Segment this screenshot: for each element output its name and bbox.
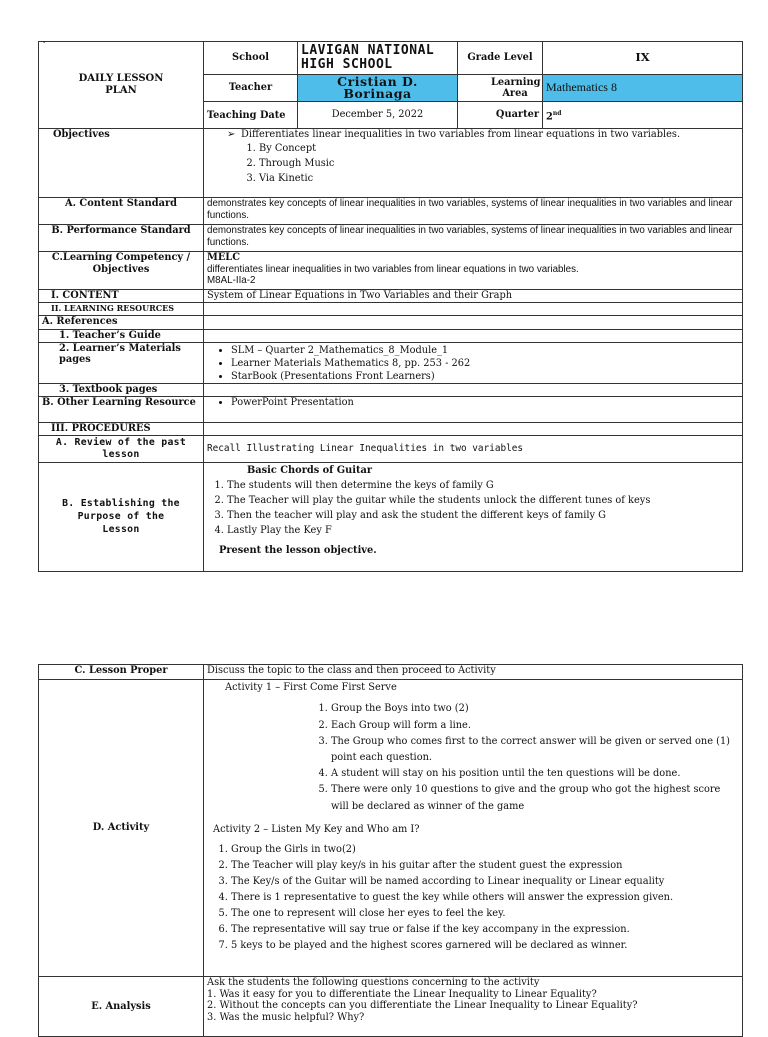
list-item: 5. There were only 10 questions to give and the group who got the highest score will be declared as winner of the game [331, 782, 739, 814]
list-item: 1. The students will then determine the keys of family G [227, 478, 739, 493]
lesson-proper-text: Discuss the topic to the class and then proceed to Activity [204, 665, 743, 680]
quarter-value: 2nd [543, 102, 743, 129]
activity2-title: Activity 2 – Listen My Key and Who am I? [213, 823, 420, 835]
list-item: • PowerPoint Presentation [231, 397, 739, 409]
empty-cell [204, 315, 743, 329]
list-item: 4. A student will stay on his position until the ten questions will be done. [331, 766, 739, 782]
purpose-list [207, 478, 739, 538]
list-item: 3. The Key/s of the Guitar will be named according to Linear inequality or Linear equality [231, 874, 739, 890]
competency-content [204, 252, 743, 290]
activity1-list [207, 701, 739, 814]
content-standard-text: demonstrates key concepts of linear inequalities in two variables, systems of linear inequalities in two variables and linear functions. [204, 198, 743, 225]
empty-cell [204, 329, 743, 342]
list-item: 2. The Teacher will play key/s in his guitar after the student guest the expression [231, 858, 739, 874]
performance-standard-label: B. Performance Standard [39, 225, 204, 252]
list-item: 1. By Concept [259, 141, 739, 156]
list-item: 3. Via Kinetic [259, 171, 739, 186]
analysis-intro: Ask the students the following questions concerning to the activity [207, 977, 540, 988]
lesson-proper-label: C. Lesson Proper [39, 665, 204, 680]
grade-level-value: IX [543, 42, 743, 75]
teaching-date-value: December 5, 2022 [298, 102, 458, 129]
list-item: 6. The representative will say true or false if the key accompany in the expression. [231, 922, 739, 938]
purpose-heading: Basic Chords of Guitar [247, 464, 373, 476]
references-label: A. References [39, 315, 204, 329]
competency-text: differentiates linear inequalities in two variables from linear equations in two variables. [207, 263, 579, 275]
list-item: 5. The one to represent will close her eyes to feel the key. [231, 906, 739, 922]
melc-heading: MELC [207, 252, 240, 263]
daily-lesson-plan-table [38, 41, 743, 572]
list-item: • Learner Materials Mathematics 8, pp. 253 - 262 [231, 357, 739, 370]
competency-code: M8AL-IIa-2 [207, 275, 256, 287]
objectives-content [204, 129, 743, 198]
learners-materials-label: 2. Learner’s Materials pages [39, 342, 204, 383]
list-item: 4. There is 1 representative to guest the key while others will answer the expression given. [231, 890, 739, 906]
objectives-label: Objectives [39, 129, 204, 198]
review-text: Recall Illustrating Linear Inequalities in two variables [204, 435, 743, 462]
teacher-value: Cristian D. Borinaga [298, 75, 458, 102]
list-item: 2. The Teacher will play the guitar while the students unlock the different tunes of keys [227, 493, 739, 508]
list-item: 7. 5 keys to be played and the highest scores garnered will be declared as winner. [231, 938, 739, 954]
list-item: 2. Without the concepts can you differentiate the Linear Inequality to Linear Equality? [207, 1000, 638, 1012]
list-item: 2. Through Music [259, 156, 739, 171]
list-item: 3. Then the teacher will play and ask the student the different keys of family G [227, 508, 739, 523]
content-label: I. CONTENT [39, 290, 204, 303]
teacher-label: Teacher [204, 75, 298, 102]
corner-mark: ` [42, 42, 47, 52]
analysis-content [204, 977, 743, 1037]
dlp-title: DAILY LESSON PLAN [78, 73, 164, 96]
purpose-closing: Present the lesson objective. [219, 544, 377, 556]
list-item: 3. The Group who comes first to the correct answer will be given or served one (1) point each question. [331, 734, 739, 766]
textbook-pages-label: 3. Textbook pages [39, 383, 204, 396]
teachers-guide-label: 1. Teacher’s Guide [39, 329, 204, 342]
objectives-statement: ➢ Differentiates linear inequalities in two variables from linear equations in two variables. [227, 129, 681, 140]
activity2-list [207, 842, 739, 954]
empty-cell [204, 303, 743, 316]
dlp-title-cell [39, 42, 204, 129]
teaching-date-label: Teaching Date [204, 102, 298, 129]
activity-label: D. Activity [39, 680, 204, 977]
learners-materials-content [204, 342, 743, 383]
objectives-list [207, 141, 739, 186]
list-item: 4. Lastly Play the Key F [227, 523, 739, 538]
procedures-label: III. PROCEDURES [39, 422, 204, 435]
content-standard-label: A. Content Standard [39, 198, 204, 225]
learning-area-label: Learning Area [458, 75, 543, 102]
quarter-label: Quarter [458, 102, 543, 129]
competency-label: C.Learning Competency / Objectives [39, 252, 204, 290]
performance-standard-text: demonstrates key concepts of linear inequalities in two variables, systems of linear inequalities in two variables and linear functions. [204, 225, 743, 252]
other-resources-list [207, 397, 739, 409]
grade-level-label: Grade Level [458, 42, 543, 75]
list-item: 1. Group the Boys into two (2) [331, 701, 739, 717]
purpose-label: B. Establishing the Purpose of the Lesson [39, 462, 204, 571]
purpose-content [204, 462, 743, 571]
empty-cell [204, 422, 743, 435]
list-item: • SLM – Quarter 2_Mathematics_8_Module_1 [231, 344, 739, 357]
arrow-bullet-icon: ➢ [227, 129, 236, 140]
empty-cell [204, 383, 743, 396]
list-item: 2. Each Group will form a line. [331, 718, 739, 734]
list-item: • StarBook (Presentations Front Learners) [231, 370, 739, 383]
list-item: 1. Was it easy for you to differentiate the Linear Inequality to Linear Equality? [207, 988, 597, 1000]
list-item: 1. Group the Girls in two(2) [231, 842, 739, 858]
school-label: School [204, 42, 298, 75]
review-label: A. Review of the past lesson [39, 435, 204, 462]
list-item: 3. Was the music helpful? Why? [207, 1011, 365, 1023]
content-text: System of Linear Equations in Two Variables and their Graph [204, 290, 743, 303]
other-resources-label: B. Other Learning Resource [39, 396, 204, 422]
school-value: LAVIGAN NATIONAL HIGH SCHOOL [298, 42, 458, 75]
learning-area-value: Mathematics 8 [543, 75, 743, 102]
learners-materials-list [207, 344, 739, 383]
activity-content [204, 680, 743, 977]
learning-resources-label: II. LEARNING RESOURCES [39, 303, 204, 316]
lesson-procedure-table [38, 664, 743, 1037]
activity1-title: Activity 1 – First Come First Serve [225, 682, 397, 693]
analysis-label: E. Analysis [39, 977, 204, 1037]
other-resources-content [204, 396, 743, 422]
